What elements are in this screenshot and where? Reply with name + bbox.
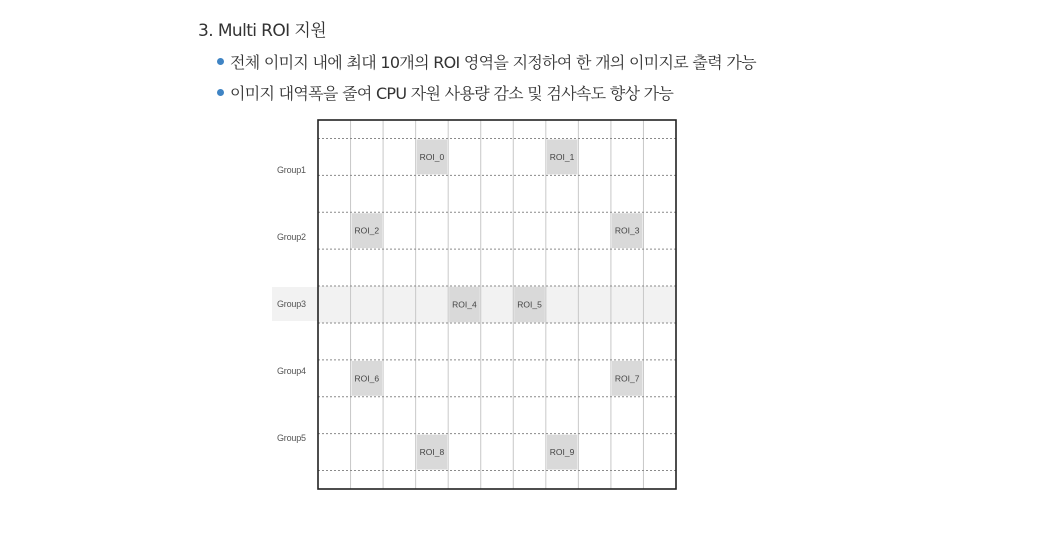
grid-band-fill	[318, 286, 676, 323]
roi-label: ROI_3	[614, 225, 640, 236]
section-heading: 3. Multi ROI 지원	[198, 21, 327, 41]
group-label: Group3	[277, 299, 306, 309]
group-label: Group1	[277, 165, 306, 175]
roi-label: ROI_4	[452, 299, 477, 310]
roi-label: ROI_2	[354, 225, 380, 236]
roi-label: ROI_1	[549, 151, 575, 162]
roi-label: ROI_7	[614, 373, 640, 384]
feature-text: 전체 이미지 내에 최대 10개의 ROI 영역을 지정하여 한 개의 이미지로 출력 가능	[230, 52, 756, 72]
roi-label: ROI_9	[549, 447, 575, 458]
group-label: Group2	[277, 232, 306, 242]
roi-label: ROI_8	[419, 447, 445, 458]
roi-label: ROI_6	[354, 373, 380, 384]
group-label: Group5	[277, 433, 306, 443]
feature-text: 이미지 대역폭을 줄여 CPU 자원 사용량 감소 및 검사속도 향상 가능	[230, 83, 674, 103]
group-label: Group4	[277, 366, 306, 376]
roi-label: ROI_5	[517, 299, 542, 310]
roi-label: ROI_0	[419, 151, 445, 162]
